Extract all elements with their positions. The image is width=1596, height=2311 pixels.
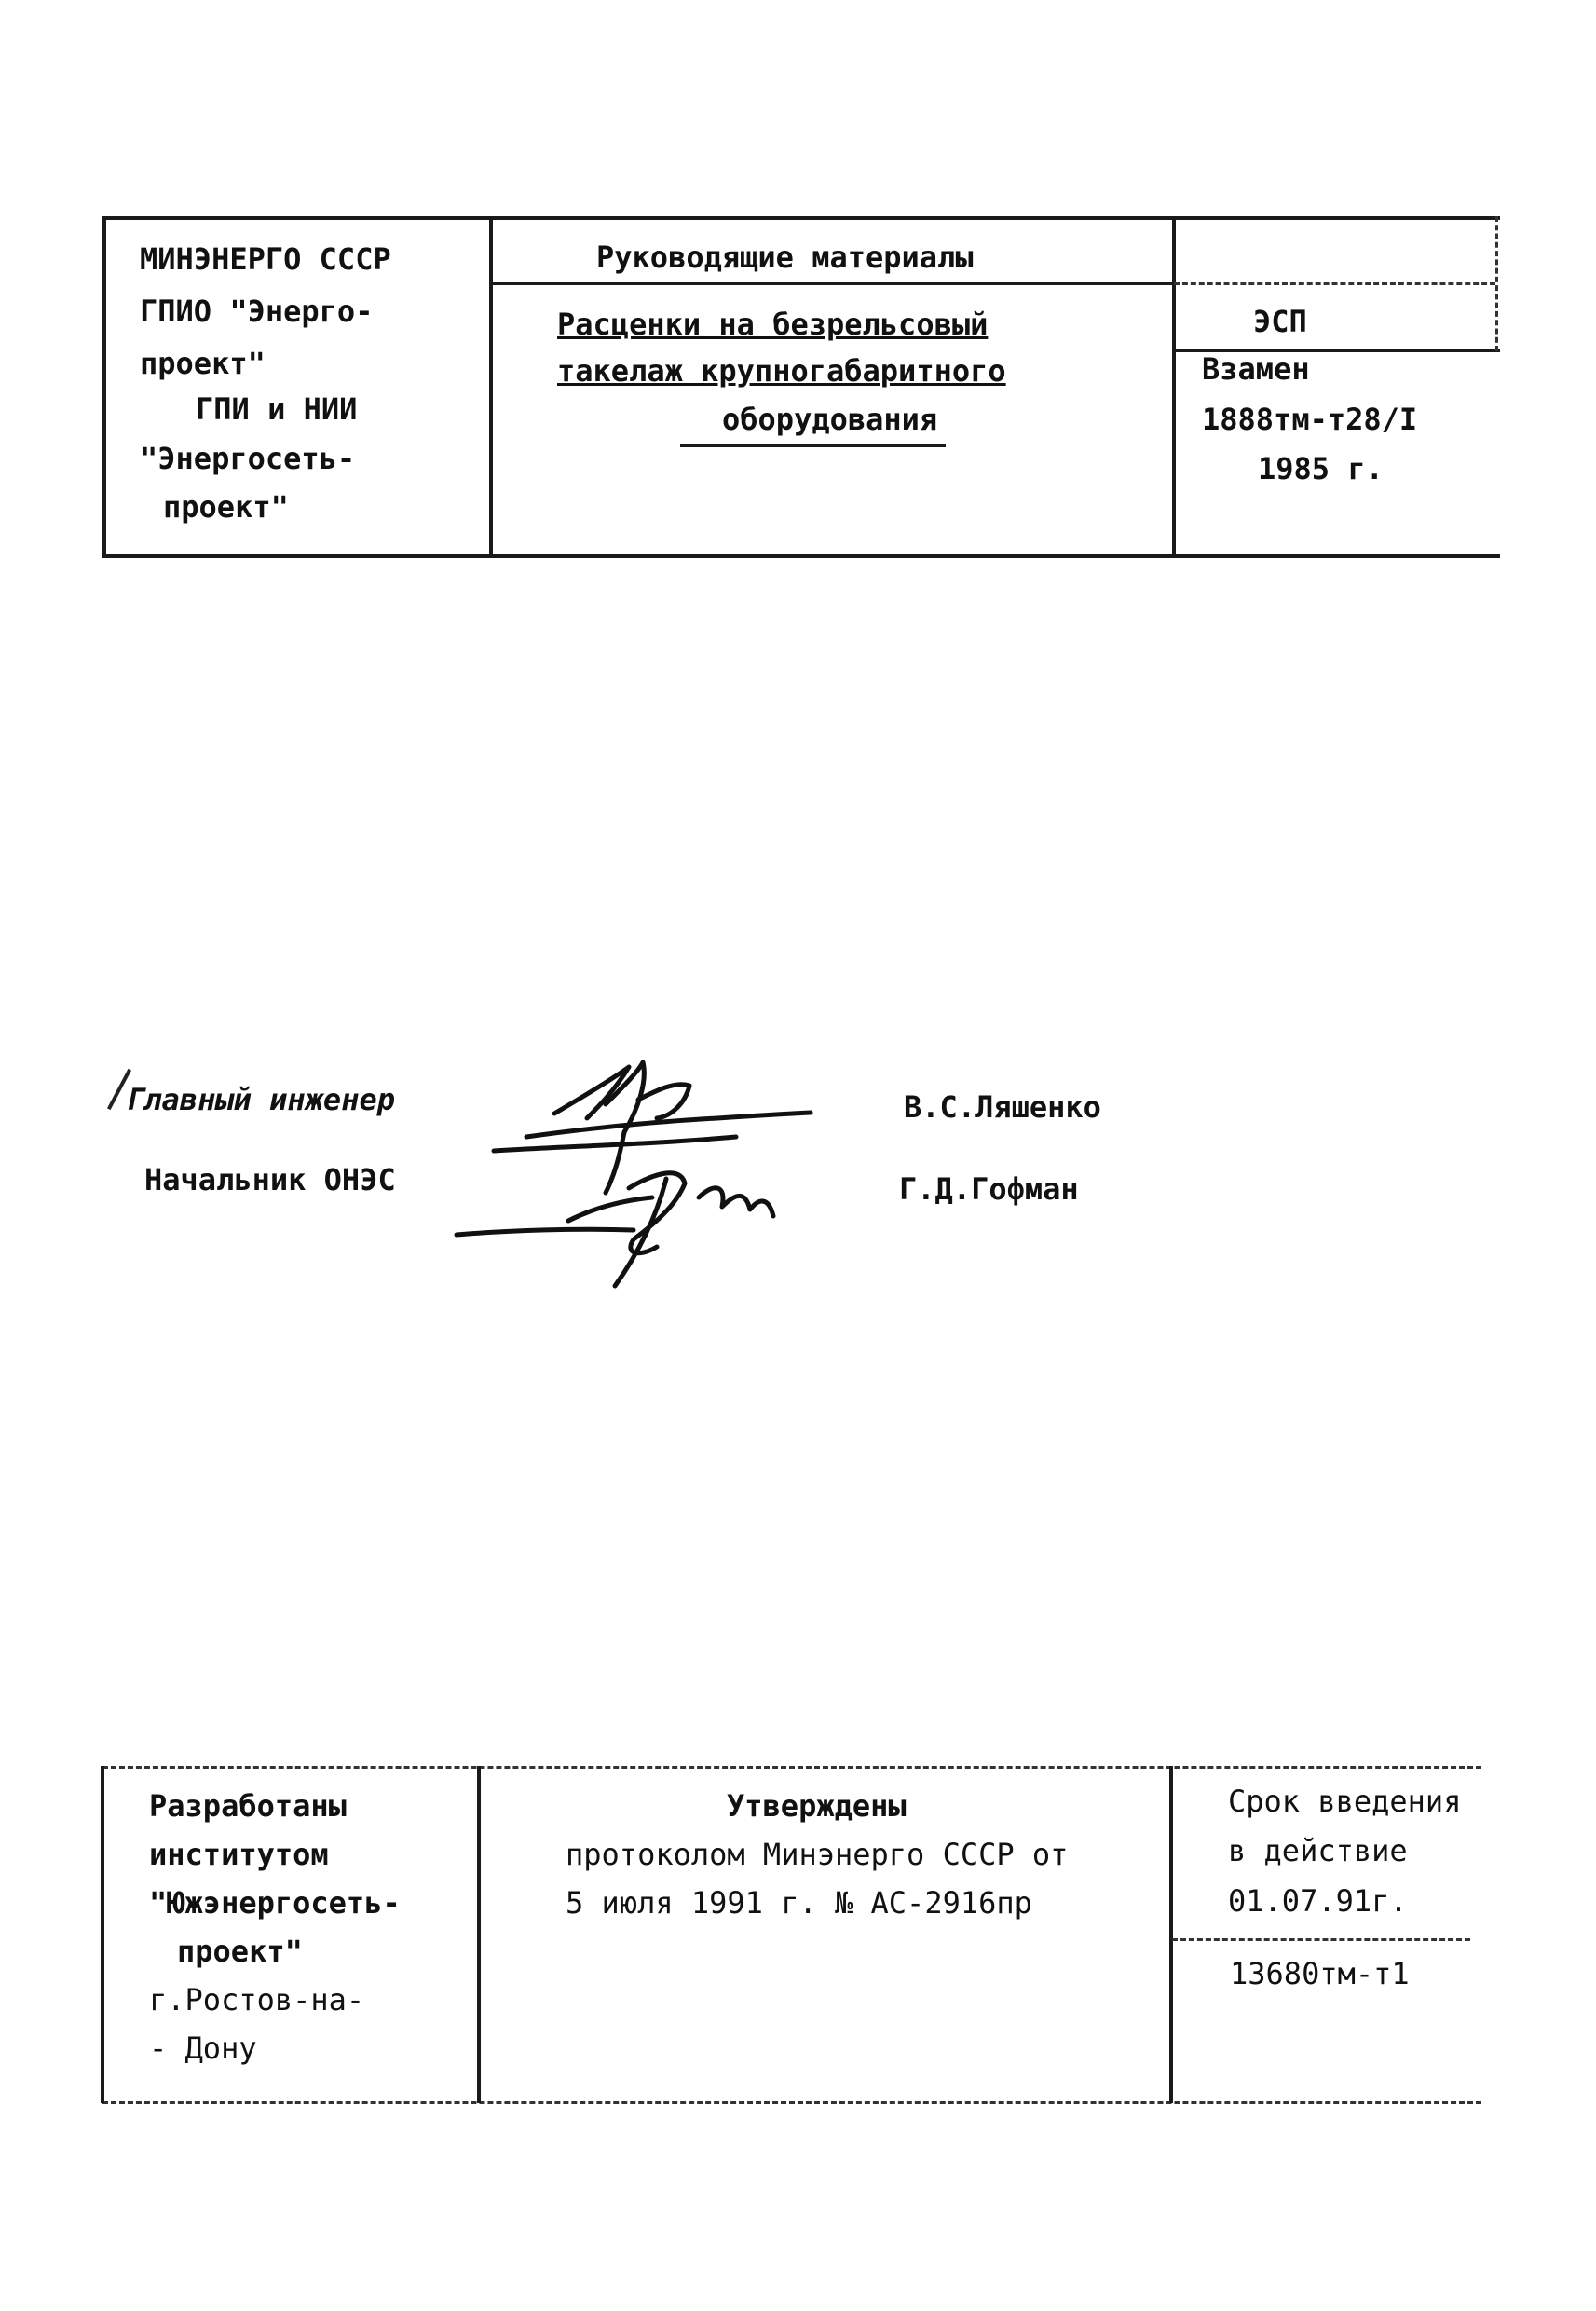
- replaces-line-1: Взамен: [1202, 351, 1310, 387]
- signer-position-2: Начальник ОНЭС: [144, 1162, 396, 1197]
- org-line-5: "Энергосеть-: [140, 441, 356, 476]
- developed-line-5: г.Ростов-на-: [149, 1982, 365, 2017]
- signer-name-1: В.С.Ляшенко: [904, 1089, 1101, 1125]
- org-line-2: ГПИО "Энерго-: [140, 294, 374, 329]
- title-line-1: Расценки на безрельсовый: [557, 307, 989, 342]
- approved-line-2: протоколом Минэнерго СССР от: [566, 1837, 1069, 1872]
- org-line-1: МИНЭНЕРГО СССР: [140, 241, 391, 277]
- signer-name-2: Г.Д.Гофман: [899, 1171, 1079, 1207]
- developed-line-3: "Южэнергосеть-: [149, 1885, 401, 1921]
- doc-type: Руководящие материалы: [596, 239, 974, 275]
- approved-line-3: 5 июля 1991 г. № АС-2916пр: [566, 1885, 1032, 1921]
- developed-line-6: - Дону: [149, 2031, 257, 2066]
- org-line-4: ГПИ и НИИ: [196, 391, 358, 427]
- replaces-line-2: 1888тм-т28/I: [1202, 402, 1418, 437]
- doc-code: ЭСП: [1253, 304, 1307, 339]
- replaces-line-3: 1985 г.: [1258, 451, 1384, 486]
- approved-line-1: Утверждены: [727, 1788, 907, 1824]
- developed-line-1: Разработаны: [149, 1788, 347, 1824]
- developed-line-2: институтом: [149, 1837, 329, 1872]
- title-underline: [680, 444, 946, 447]
- handwritten-signatures: [438, 1044, 894, 1295]
- doc-number: 13680тм-т1: [1230, 1956, 1410, 1991]
- org-line-6: проект": [163, 489, 289, 525]
- title-line-3: оборудования: [722, 402, 938, 437]
- signer-position-1: Главный инженер: [126, 1082, 395, 1117]
- effective-line-2: в действие: [1228, 1833, 1408, 1868]
- title-line-2: такелаж крупногабаритного: [557, 353, 1006, 389]
- effective-line-3: 01.07.91г.: [1228, 1883, 1408, 1919]
- org-line-3: проект": [140, 346, 266, 381]
- developed-line-4: проект": [177, 1934, 303, 1969]
- effective-line-1: Срок введения: [1228, 1784, 1462, 1819]
